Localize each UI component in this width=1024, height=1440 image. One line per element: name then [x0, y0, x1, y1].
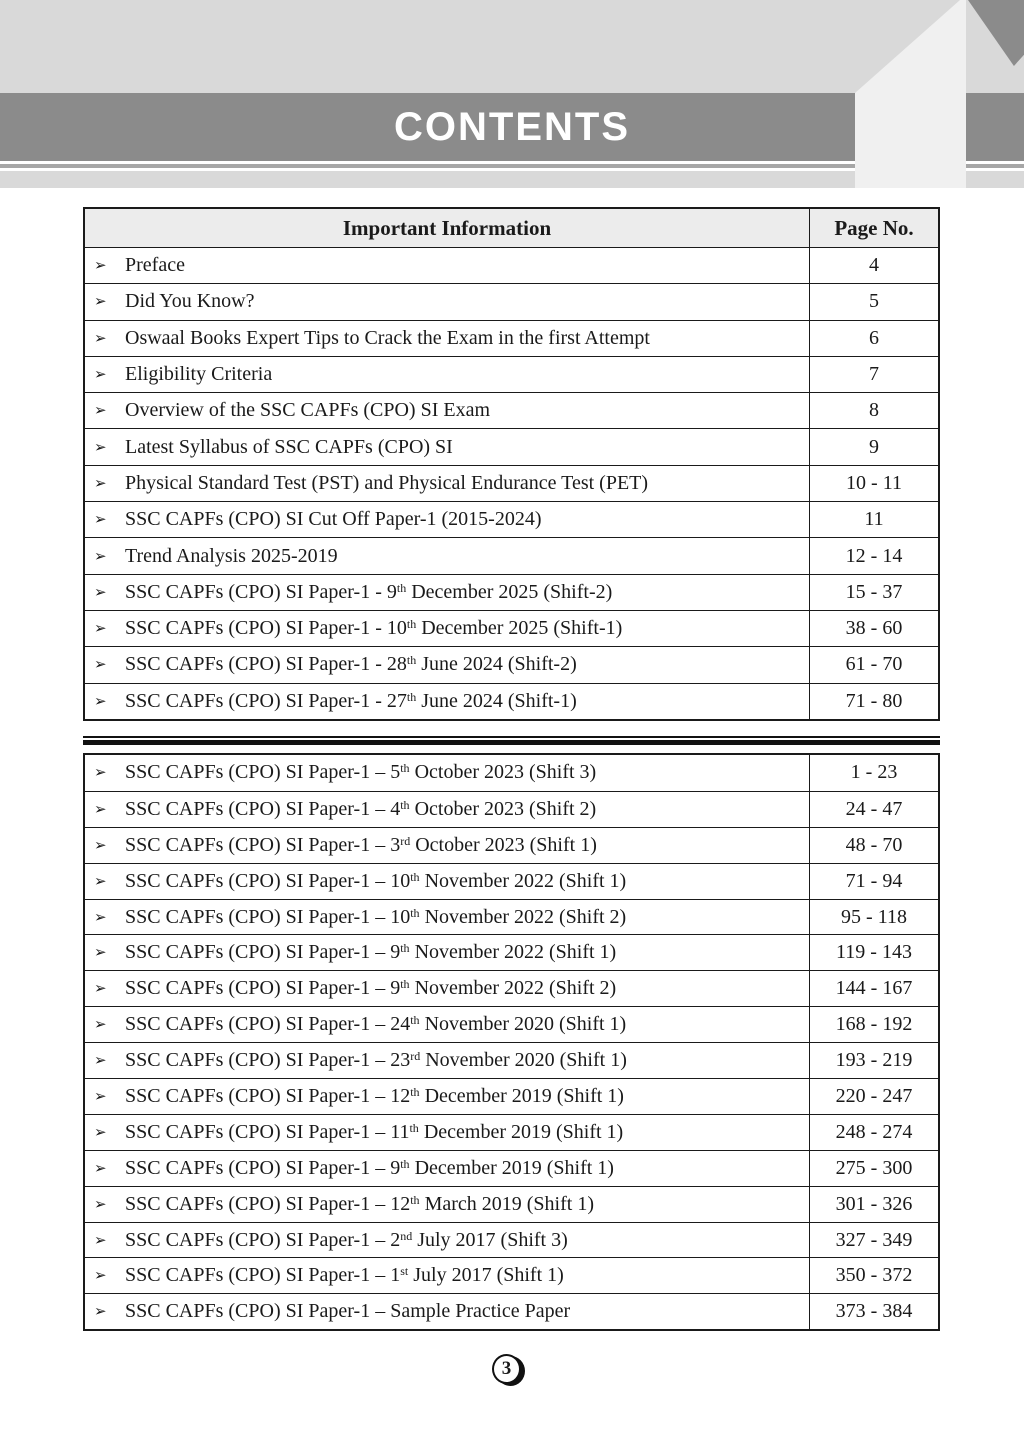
entry-page-range: 12 - 14	[845, 544, 903, 567]
table-header-row	[85, 209, 938, 247]
table-row[interactable]	[85, 827, 938, 863]
entry-page-range: 7	[869, 363, 879, 386]
entry-title: SSC CAPFs (CPO) SI Paper-1 – 24th November 2020 (Shift 1)	[125, 1013, 627, 1036]
entry-page-range: 1 - 23	[850, 761, 898, 784]
entry-title: SSC CAPFs (CPO) SI Paper-1 – 3rd October 2023 (Shift 1)	[125, 833, 597, 856]
entry-cell[interactable]	[85, 393, 810, 428]
entry-cell[interactable]	[85, 1007, 810, 1042]
table-row[interactable]	[85, 1293, 938, 1329]
entry-cell[interactable]	[85, 935, 810, 970]
entry-cell[interactable]	[85, 611, 810, 646]
important-information-table	[83, 207, 940, 721]
entry-cell[interactable]	[85, 284, 810, 319]
table-row[interactable]	[85, 1006, 938, 1042]
entry-page-range: 15 - 37	[845, 580, 903, 603]
entry-title: Preface	[125, 254, 185, 277]
page-no-header: Page No.	[834, 215, 914, 240]
table-row[interactable]	[85, 356, 938, 392]
entry-page-range: 71 - 94	[845, 869, 903, 892]
arrow-bullet-icon: ➢	[94, 510, 107, 529]
table-row[interactable]	[85, 320, 938, 356]
entry-title: SSC CAPFs (CPO) SI Paper-1 – Sample Practice Paper	[125, 1300, 571, 1323]
entry-cell[interactable]	[85, 1151, 810, 1186]
entry-cell[interactable]	[85, 248, 810, 283]
table-row[interactable]	[85, 646, 938, 682]
entry-page-range: 24 - 47	[845, 797, 903, 820]
table-row[interactable]	[85, 392, 938, 428]
table-row[interactable]	[85, 791, 938, 827]
section-divider-rule	[83, 736, 940, 745]
header-light-band	[0, 0, 1024, 93]
arrow-bullet-icon: ➢	[94, 1158, 107, 1177]
entry-title: Trend Analysis 2025-2019	[125, 544, 338, 567]
table-row[interactable]	[85, 501, 938, 537]
entry-cell[interactable]	[85, 971, 810, 1006]
entry-cell[interactable]	[85, 828, 810, 863]
entry-cell[interactable]	[85, 864, 810, 899]
entry-title: Latest Syllabus of SSC CAPFs (CPO) SI	[125, 435, 453, 458]
entry-title: SSC CAPFs (CPO) SI Paper-1 – 10th November 2022 (Shift 2)	[125, 905, 627, 928]
entry-cell[interactable]	[85, 357, 810, 392]
table-row[interactable]	[85, 574, 938, 610]
entry-title: SSC CAPFs (CPO) SI Paper-1 – 2nd July 2017 (Shift 3)	[125, 1228, 568, 1251]
entry-title: SSC CAPFs (CPO) SI Paper-1 - 28th June 2024 (Shift-2)	[125, 653, 577, 676]
arrow-bullet-icon: ➢	[94, 437, 107, 456]
table-header-col1	[85, 209, 810, 247]
table-row[interactable]	[85, 1078, 938, 1114]
entry-title: SSC CAPFs (CPO) SI Paper-1 – 12th December 2019 (Shift 1)	[125, 1084, 624, 1107]
entry-title: SSC CAPFs (CPO) SI Paper-1 – 9th November 2022 (Shift 1)	[125, 941, 617, 964]
entry-cell[interactable]	[85, 321, 810, 356]
entry-page-range: 301 - 326	[835, 1192, 913, 1215]
arrow-bullet-icon: ➢	[94, 691, 107, 710]
entry-title: SSC CAPFs (CPO) SI Paper-1 - 27th June 2024 (Shift-1)	[125, 689, 577, 712]
table-row[interactable]	[85, 1150, 938, 1186]
entry-cell[interactable]	[85, 1294, 810, 1329]
arrow-bullet-icon: ➢	[94, 871, 107, 890]
entry-cell[interactable]	[85, 466, 810, 501]
table-row[interactable]	[85, 899, 938, 935]
table-row[interactable]	[85, 610, 938, 646]
arrow-bullet-icon: ➢	[94, 619, 107, 638]
entry-cell[interactable]	[85, 502, 810, 537]
entry-cell[interactable]	[85, 1223, 810, 1258]
entry-page-range: 350 - 372	[835, 1264, 913, 1287]
table-row[interactable]	[85, 970, 938, 1006]
entry-cell[interactable]	[85, 575, 810, 610]
entry-page-range: 95 - 118	[841, 905, 907, 928]
entry-page-range: 9	[869, 435, 879, 458]
arrow-bullet-icon: ➢	[94, 1266, 107, 1285]
entry-title: SSC CAPFs (CPO) SI Paper-1 – 1st July 2017 (Shift 1)	[125, 1264, 564, 1287]
arrow-bullet-icon: ➢	[94, 943, 107, 962]
entry-page-range: 10 - 11	[846, 471, 902, 494]
arrow-bullet-icon: ➢	[94, 256, 107, 275]
entry-title: SSC CAPFs (CPO) SI Paper-1 – 4th October 2023 (Shift 2)	[125, 797, 597, 820]
arrow-bullet-icon: ➢	[94, 1051, 107, 1070]
entry-title: Oswaal Books Expert Tips to Crack the Exam in the first Attempt	[125, 326, 650, 349]
entry-page-range: 61 - 70	[845, 653, 903, 676]
table-row[interactable]	[85, 1257, 938, 1293]
entry-title: SSC CAPFs (CPO) SI Paper-1 – 11th December 2019 (Shift 1)	[125, 1120, 624, 1143]
entry-page-range: 119 - 143	[836, 941, 912, 964]
entry-page-range: 8	[869, 399, 879, 422]
entry-cell[interactable]	[85, 1187, 810, 1222]
entry-title: SSC CAPFs (CPO) SI Paper-1 – 9th December 2019 (Shift 1)	[125, 1156, 614, 1179]
entry-page-range: 4	[869, 254, 879, 277]
important-information-header: Important Information	[342, 215, 552, 240]
entry-page-range: 220 - 247	[835, 1084, 913, 1107]
table-row[interactable]	[85, 1186, 938, 1222]
arrow-bullet-icon: ➢	[94, 763, 107, 782]
entry-title: SSC CAPFs (CPO) SI Paper-1 – 10th November 2022 (Shift 1)	[125, 869, 627, 892]
page-title: CONTENTS	[394, 104, 630, 149]
table-row[interactable]	[85, 1114, 938, 1150]
entry-title: Overview of the SSC CAPFs (CPO) SI Exam	[125, 399, 491, 422]
entry-page-range: 275 - 300	[835, 1156, 913, 1179]
table-row[interactable]	[85, 283, 938, 319]
entry-page-range: 11	[864, 508, 884, 531]
arrow-bullet-icon: ➢	[94, 1230, 107, 1249]
entry-title: SSC CAPFs (CPO) SI Cut Off Paper-1 (2015-2024)	[125, 508, 542, 531]
arrow-bullet-icon: ➢	[94, 401, 107, 420]
entry-title: SSC CAPFs (CPO) SI Paper-1 – 5th October 2023 (Shift 3)	[125, 761, 597, 784]
entry-title: Eligibility Criteria	[125, 363, 273, 386]
arrow-bullet-icon: ➢	[94, 1122, 107, 1141]
entry-page-range: 48 - 70	[845, 833, 903, 856]
entry-cell[interactable]	[85, 900, 810, 935]
arrow-bullet-icon: ➢	[94, 1302, 107, 1321]
table-row[interactable]	[85, 1042, 938, 1078]
table-row[interactable]	[85, 755, 938, 791]
entry-page-range: 71 - 80	[845, 689, 903, 712]
arrow-bullet-icon: ➢	[94, 655, 107, 674]
table-row[interactable]	[85, 428, 938, 464]
entry-page-range: 144 - 167	[835, 977, 913, 1000]
arrow-bullet-icon: ➢	[94, 582, 107, 601]
entry-cell[interactable]	[85, 1115, 810, 1150]
entry-title: SSC CAPFs (CPO) SI Paper-1 – 23rd November 2020 (Shift 1)	[125, 1049, 627, 1072]
entry-title: Did You Know?	[125, 290, 255, 313]
entry-page-range: 373 - 384	[835, 1300, 913, 1323]
arrow-bullet-icon: ➢	[94, 328, 107, 347]
entry-page-range: 193 - 219	[835, 1049, 913, 1072]
arrow-bullet-icon: ➢	[94, 907, 107, 926]
page-number: 3	[501, 1358, 512, 1379]
entry-page-range: 168 - 192	[835, 1013, 913, 1036]
arrow-bullet-icon: ➢	[94, 799, 107, 818]
table-row[interactable]	[85, 934, 938, 970]
arrow-bullet-icon: ➢	[94, 1015, 107, 1034]
arrow-bullet-icon: ➢	[94, 473, 107, 492]
page-number-badge	[492, 1354, 521, 1384]
entry-cell[interactable]	[85, 429, 810, 464]
entry-cell[interactable]	[85, 1079, 810, 1114]
table-row[interactable]	[85, 1222, 938, 1258]
entry-cell[interactable]	[85, 538, 810, 573]
entry-cell[interactable]	[85, 1043, 810, 1078]
entry-cell[interactable]	[85, 647, 810, 682]
arrow-bullet-icon: ➢	[94, 546, 107, 565]
arrow-bullet-icon: ➢	[94, 365, 107, 384]
entry-title: SSC CAPFs (CPO) SI Paper-1 – 12th March 2019 (Shift 1)	[125, 1192, 594, 1215]
entry-page-range: 6	[869, 326, 879, 349]
table-row[interactable]	[85, 465, 938, 501]
entry-title: SSC CAPFs (CPO) SI Paper-1 – 9th November 2022 (Shift 2)	[125, 977, 617, 1000]
entry-cell[interactable]	[85, 684, 810, 719]
entry-page-range: 327 - 349	[835, 1228, 913, 1251]
arrow-bullet-icon: ➢	[94, 1194, 107, 1213]
entry-title: Physical Standard Test (PST) and Physical Endurance Test (PET)	[125, 471, 649, 494]
arrow-bullet-icon: ➢	[94, 292, 107, 311]
entry-cell[interactable]	[85, 755, 810, 791]
entry-cell[interactable]	[85, 792, 810, 827]
entry-title: SSC CAPFs (CPO) SI Paper-1 - 9th December 2025 (Shift-2)	[125, 580, 613, 603]
entry-page-range: 248 - 274	[835, 1120, 913, 1143]
arrow-bullet-icon: ➢	[94, 1086, 107, 1105]
arrow-bullet-icon: ➢	[94, 979, 107, 998]
entry-cell[interactable]	[85, 1258, 810, 1293]
previous-papers-table	[83, 753, 940, 1331]
entry-page-range: 38 - 60	[845, 617, 903, 640]
table-row[interactable]	[85, 863, 938, 899]
table-row[interactable]	[85, 537, 938, 573]
arrow-bullet-icon: ➢	[94, 835, 107, 854]
entry-page-range: 5	[869, 290, 879, 313]
table-row[interactable]	[85, 247, 938, 283]
table-row[interactable]	[85, 683, 938, 719]
entry-title: SSC CAPFs (CPO) SI Paper-1 - 10th December 2025 (Shift-1)	[125, 617, 623, 640]
